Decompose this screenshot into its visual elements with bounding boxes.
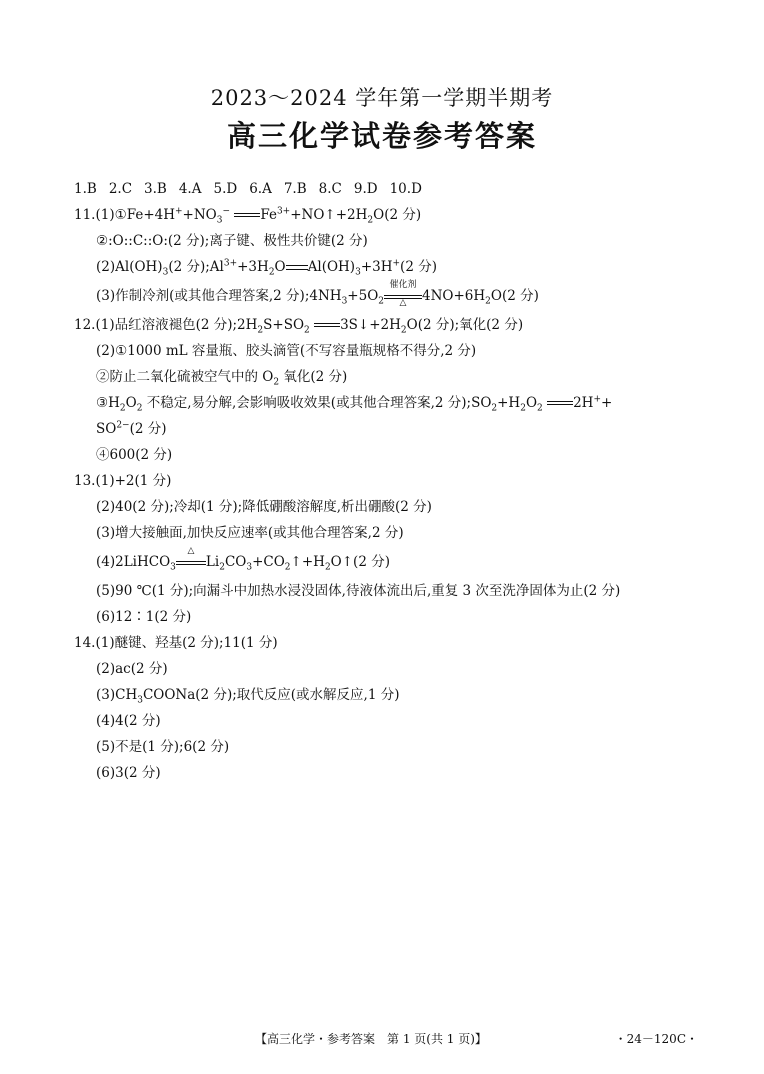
q12-part1-line xyxy=(74,312,704,338)
q14-part4-line: (4)4(2 分) xyxy=(96,713,161,729)
subscript: 2 xyxy=(219,562,225,573)
text: 12.(1)品红溶液褪色(2 分);2H xyxy=(74,317,258,333)
text: (3)作制冷剂(或其他合理答案,2 分);4NH xyxy=(96,288,342,304)
mc-answer: 1.B xyxy=(74,181,97,197)
q14-part3-line xyxy=(74,682,704,708)
subscript: 3 xyxy=(341,296,348,307)
subscript: 2 xyxy=(485,296,491,307)
multiple-choice-answers xyxy=(74,176,704,202)
heat-symbol: △ xyxy=(399,297,407,308)
subscript: 2 xyxy=(304,325,310,336)
subscript: 3 xyxy=(162,267,169,278)
text: (2 分) xyxy=(129,421,167,437)
subscript: 2 xyxy=(257,325,264,336)
text: CO xyxy=(224,554,247,570)
text: +5O xyxy=(347,288,379,304)
text: 不稳定,易分解,会影响吸收效果(或其他合理答案,2 分);SO xyxy=(142,395,492,411)
text: O(2 分) xyxy=(490,288,539,304)
mc-answer: 3.B xyxy=(144,181,167,197)
text: +NO↑+2H xyxy=(290,207,368,223)
text: Al(OH) xyxy=(307,259,356,275)
subscript: 2 xyxy=(324,562,331,573)
footer-page-info: 【高三化学・参考答案 第 1 页(共 1 页)】 xyxy=(255,1032,487,1046)
superscript: + xyxy=(593,394,601,405)
text: +H xyxy=(497,395,521,411)
q13-part4-line xyxy=(74,546,704,578)
text: (3)CH xyxy=(96,687,138,703)
text: 2H xyxy=(573,395,594,411)
subscript: 3 xyxy=(137,695,143,706)
text: O(2 分) xyxy=(373,207,422,223)
reversible-arrow xyxy=(286,264,308,272)
text: SO xyxy=(96,421,117,437)
mc-answer: 4.A xyxy=(178,181,202,197)
text: 11.(1)①Fe+4H xyxy=(74,207,175,223)
subscript: 3 xyxy=(216,215,223,226)
q13-part5-line: (5)90 ℃(1 分);向漏斗中加热水浸没固体,待液体流出后,重复 3 次至洗净固体为止(2 分) xyxy=(96,583,621,599)
subscript: 2 xyxy=(378,296,384,307)
q14-part2-line: (2)ac(2 分) xyxy=(96,661,168,677)
q13-part1-line: 13.(1)+2(1 分) xyxy=(74,473,172,489)
text: S+SO xyxy=(263,317,305,333)
subscript: 3 xyxy=(355,267,361,278)
footer-code: ・24－120C・ xyxy=(614,1032,698,1046)
mc-answer: 5.D xyxy=(213,181,238,197)
q12-part2d-line: ④600(2 分) xyxy=(96,447,173,463)
superscript: 2− xyxy=(116,420,130,431)
text: ③H xyxy=(96,395,120,411)
catalyst-label: 催化剂 xyxy=(389,279,417,290)
q13-part2-line: (2)40(2 分);冷却(1 分);降低硼酸溶解度,析出硼酸(2 分) xyxy=(96,499,432,515)
q14-part5-line: (5)不是(1 分);6(2 分) xyxy=(96,739,230,755)
q13-part6-line: (6)12∶1(2 分) xyxy=(96,609,192,625)
text: (2 分);Al xyxy=(168,259,224,275)
q13-part3-line: (3)增大接触面,加快反应速率(或其他合理答案,2 分) xyxy=(96,525,404,541)
text: COONa(2 分);取代反应(或水解反应,1 分) xyxy=(142,687,400,703)
co2-electron-formula: :O::C::O: xyxy=(108,233,168,249)
heat-symbol: △ xyxy=(187,545,195,556)
superscript: + xyxy=(175,206,183,217)
reaction-condition xyxy=(176,545,206,576)
text: O xyxy=(125,395,137,411)
q12-part2b-line xyxy=(74,364,704,390)
text: O(2 分);氧化(2 分) xyxy=(406,317,524,333)
text: ↑+H xyxy=(290,554,325,570)
subscript: 2 xyxy=(537,403,543,414)
subscript: 2 xyxy=(136,403,143,414)
text: Li xyxy=(205,554,220,570)
mc-answer: 8.C xyxy=(318,181,342,197)
text: +NO xyxy=(182,207,217,223)
subscript: 3 xyxy=(170,562,176,573)
text: ② xyxy=(96,233,109,249)
subscript: 2 xyxy=(284,562,291,573)
mc-answer: 10.D xyxy=(389,181,422,197)
q14-part6-line: (6)3(2 分) xyxy=(96,765,161,781)
q12-part2c-cont-line xyxy=(74,416,704,442)
text: O xyxy=(525,395,538,411)
reaction-condition xyxy=(384,279,422,310)
text: (2 分);离子键、极性共价键(2 分) xyxy=(167,233,368,249)
text: 4NO+6H xyxy=(422,288,486,304)
exam-term-title: 2023～2024 学年第一学期半期考 xyxy=(210,86,554,110)
mc-answer: 9.D xyxy=(353,181,378,197)
subscript: 3 xyxy=(246,562,253,573)
q11-part3-line xyxy=(74,280,704,312)
superscript: − xyxy=(222,206,231,217)
answer-body xyxy=(74,176,704,786)
subscript: 2 xyxy=(400,325,407,336)
text: 3S↓+2H xyxy=(340,317,401,333)
subscript: 2 xyxy=(520,403,526,414)
mc-answer: 2.C xyxy=(108,181,133,197)
text: (4)2LiHCO xyxy=(96,554,171,570)
q12-part2-line: (2)①1000 mL 容量瓶、胶头滴管(不写容量瓶规格不得分,2 分) xyxy=(96,343,477,359)
text: O↑(2 分) xyxy=(330,554,390,570)
subscript: 2 xyxy=(367,215,374,226)
text: +3H xyxy=(237,259,269,275)
subscript: 2 xyxy=(273,377,280,388)
text: Fe xyxy=(260,207,277,223)
q11-electron-formula-line xyxy=(74,228,704,254)
answer-key-title: 高三化学试卷参考答案 xyxy=(226,119,537,153)
text: (2 分) xyxy=(400,259,437,275)
text: +3H xyxy=(360,259,393,275)
q11-part2-line xyxy=(74,254,704,280)
superscript: 3+ xyxy=(223,258,238,269)
q11-part1-line xyxy=(74,202,704,228)
text: ②防止二氧化硫被空气中的 O xyxy=(96,369,274,385)
equals-sign xyxy=(547,400,573,408)
text: +CO xyxy=(252,554,285,570)
subscript: 2 xyxy=(268,267,275,278)
equals-sign xyxy=(234,212,260,220)
text: O xyxy=(274,259,286,275)
mc-answer: 6.A xyxy=(249,181,272,197)
q12-part2c-line xyxy=(74,390,704,416)
text: 氧化(2 分) xyxy=(279,369,348,385)
q14-part1-line: 14.(1)醚键、羟基(2 分);11(1 分) xyxy=(74,635,278,651)
subscript: 2 xyxy=(491,403,498,414)
mc-answer: 7.B xyxy=(283,181,307,197)
superscript: 3+ xyxy=(276,206,291,217)
equals-sign xyxy=(314,322,340,330)
text: + xyxy=(600,395,613,411)
text: (2)Al(OH) xyxy=(96,259,163,275)
superscript: + xyxy=(392,258,401,269)
subscript: 2 xyxy=(119,403,126,414)
